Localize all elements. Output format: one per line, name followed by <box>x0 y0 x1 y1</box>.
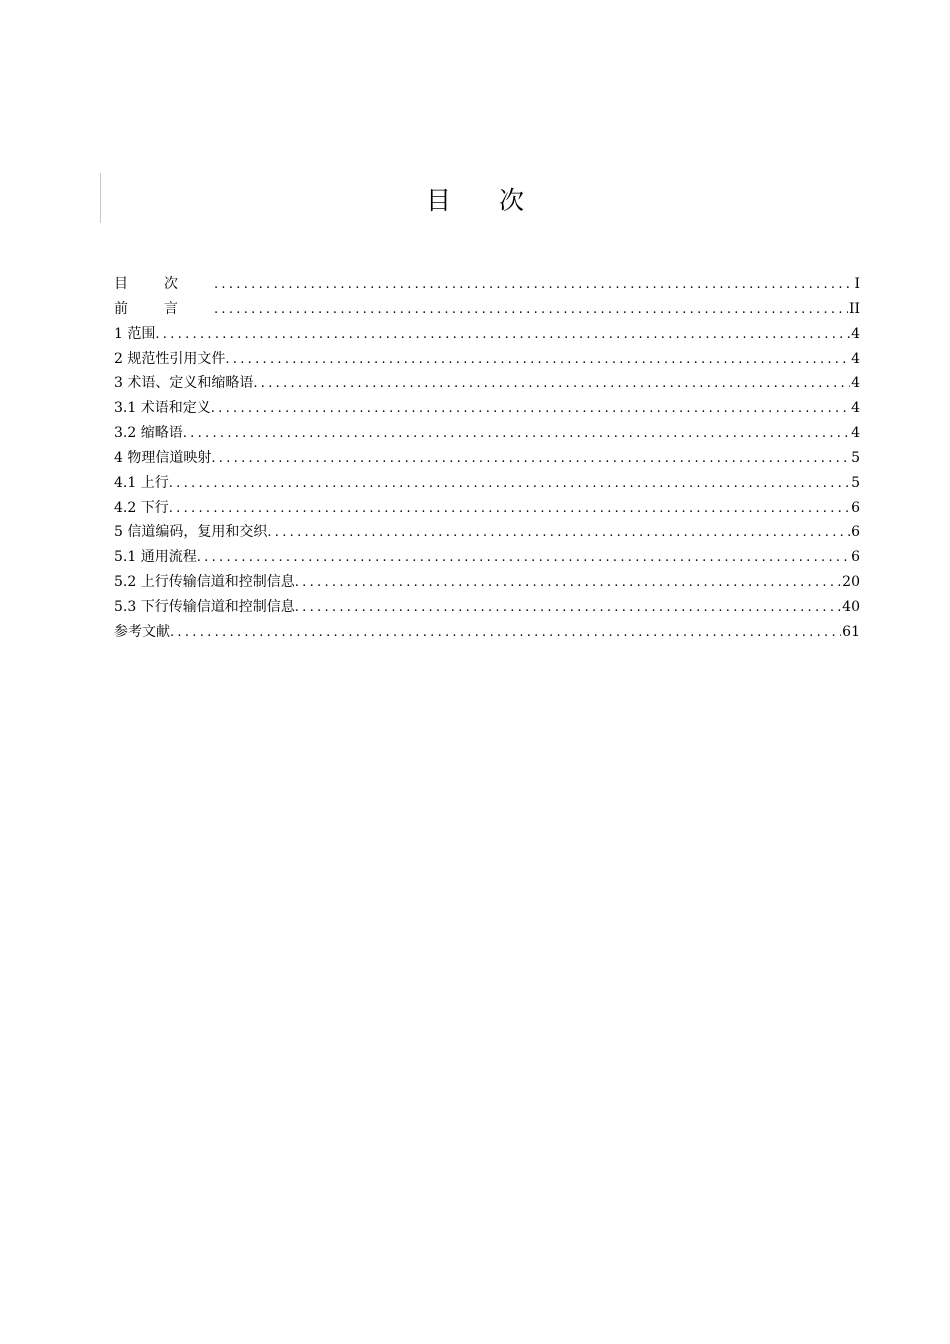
toc-leader-dots <box>170 621 841 645</box>
toc-leader-dots <box>197 546 850 570</box>
toc-entry-label: 4.1 上行 <box>114 474 169 491</box>
toc-leader-dots <box>295 571 841 595</box>
page-title: 目次 <box>425 186 572 215</box>
toc-entry-label: 1 范围 <box>114 325 156 342</box>
toc-entry[interactable] <box>114 322 860 347</box>
toc-leader-dots <box>155 323 850 347</box>
toc-leader-dots <box>267 521 850 545</box>
toc-entry-label: 4.2 下行 <box>114 499 169 516</box>
toc-entry[interactable] <box>114 396 860 421</box>
toc-leader-dots <box>295 596 841 620</box>
toc-entry[interactable] <box>114 347 860 372</box>
toc-entry-page: 5 <box>851 474 860 491</box>
toc-leader-dots <box>214 273 853 297</box>
toc-entry-page: 20 <box>842 574 860 591</box>
toc-entry-label: 4 物理信道映射 <box>114 449 212 466</box>
toc-entry-page: I <box>854 276 860 292</box>
toc-entry[interactable] <box>114 471 860 496</box>
toc-entry[interactable] <box>114 272 860 297</box>
toc-entry-page: 6 <box>851 549 860 566</box>
toc-entry-label: 前言 <box>114 300 214 317</box>
toc-entry-label: 2 规范性引用文件 <box>114 350 226 367</box>
toc-leader-dots <box>169 497 850 521</box>
toc-leader-dots <box>183 422 850 446</box>
toc-entry-page: 4 <box>851 425 860 442</box>
toc-entry-label: 参考文献 <box>114 623 170 640</box>
toc-entry[interactable] <box>114 496 860 521</box>
toc-entry-page: 6 <box>851 499 860 516</box>
toc-entry-page: 40 <box>842 598 860 615</box>
toc-entry-page: II <box>848 300 860 317</box>
toc-entry[interactable] <box>114 446 860 471</box>
toc-entry-page: 5 <box>851 449 860 466</box>
toc-entry[interactable] <box>114 545 860 570</box>
toc-entry[interactable] <box>114 595 860 620</box>
toc-entry-label: 3.2 缩略语 <box>114 425 183 442</box>
toc-entry-page: 4 <box>851 375 860 392</box>
toc-leader-dots <box>169 472 850 496</box>
toc-leader-dots <box>225 348 850 372</box>
toc-entry-page: 4 <box>851 325 860 342</box>
toc-entry-label: 3.1 术语和定义 <box>114 400 211 417</box>
toc-entry-page: 4 <box>851 400 860 417</box>
toc-entry[interactable] <box>114 620 860 645</box>
toc-entry[interactable] <box>114 520 860 545</box>
toc-entry-label: 5.1 通用流程 <box>114 549 197 566</box>
toc-entry-page: 6 <box>851 524 860 541</box>
toc-leader-dots <box>253 372 850 396</box>
toc-entry[interactable] <box>114 371 860 396</box>
toc-entry-label: 目次 <box>114 276 214 292</box>
toc-entry[interactable] <box>114 297 860 322</box>
toc-entry-page: 4 <box>851 350 860 367</box>
toc-entry-label: 5 信道编码，复用和交织 <box>114 524 268 541</box>
toc-entry[interactable] <box>114 570 860 595</box>
toc-entry-page: 61 <box>842 623 860 640</box>
toc-leader-dots <box>214 298 848 322</box>
toc-leader-dots <box>211 447 850 471</box>
toc-entry-label: 5.3 下行传输信道和控制信息 <box>114 598 295 615</box>
toc-entry[interactable] <box>114 421 860 446</box>
toc-entry-label: 5.2 上行传输信道和控制信息 <box>114 574 295 591</box>
toc-leader-dots <box>211 397 850 421</box>
table-of-contents <box>114 272 860 645</box>
toc-entry-label: 3 术语、定义和缩略语 <box>114 375 254 392</box>
